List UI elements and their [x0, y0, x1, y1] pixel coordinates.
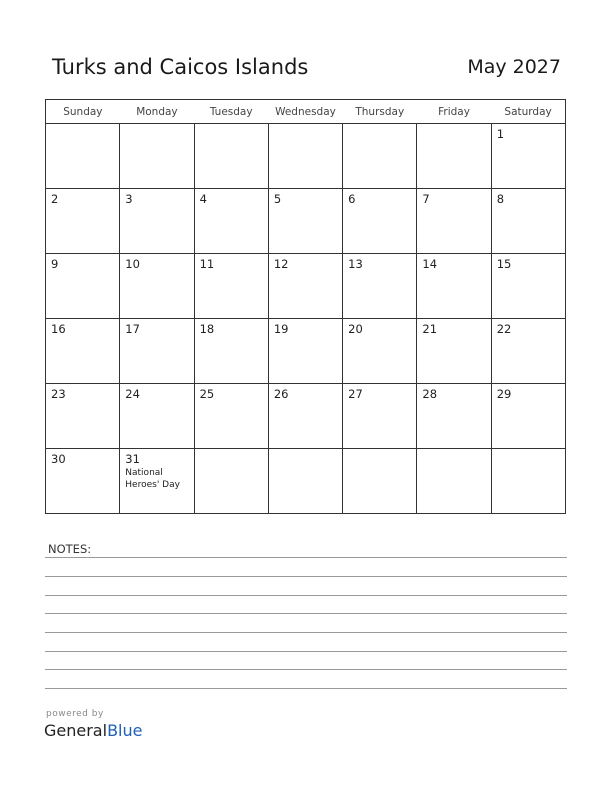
day-number: 10 — [125, 257, 140, 271]
day-number: 14 — [422, 257, 438, 271]
day-cell — [417, 189, 491, 254]
day-cell — [343, 449, 417, 514]
day-cell — [343, 319, 417, 384]
week-row — [46, 449, 566, 514]
day-cell — [194, 254, 268, 319]
day-cell — [46, 449, 120, 514]
note-line — [45, 688, 567, 689]
day-number: 9 — [51, 257, 59, 271]
day-cell — [491, 124, 565, 189]
weekday-header: Thursday — [343, 100, 417, 124]
day-number: 8 — [496, 192, 505, 206]
day-number: 26 — [273, 387, 289, 401]
holiday-label: National Heroes' Day — [125, 468, 180, 490]
day-cell — [120, 319, 194, 384]
day-cell — [417, 319, 491, 384]
weekday-header: Saturday — [491, 100, 565, 124]
day-cell — [120, 449, 194, 514]
day-number: 25 — [199, 387, 215, 401]
day-number: 19 — [273, 322, 289, 336]
week-row — [46, 124, 566, 189]
calendar-title: Turks and Caicos Islands — [52, 55, 309, 79]
notes-label: NOTES: — [48, 542, 92, 556]
day-cell — [417, 449, 491, 514]
weekday-header: Friday — [417, 100, 491, 124]
day-number: 30 — [51, 452, 66, 466]
day-number: 23 — [51, 387, 66, 401]
day-cell — [46, 384, 120, 449]
weekday-header: Tuesday — [194, 100, 268, 124]
day-cell — [343, 189, 417, 254]
day-number: 12 — [273, 257, 289, 271]
day-cell — [268, 189, 342, 254]
note-line — [45, 595, 567, 596]
day-cell — [194, 124, 268, 189]
day-cell — [120, 189, 194, 254]
week-row — [46, 189, 566, 254]
day-cell — [491, 319, 565, 384]
day-number: 11 — [199, 257, 215, 271]
day-cell — [417, 254, 491, 319]
day-cell — [491, 189, 565, 254]
brand-blue: Blue — [107, 721, 143, 740]
day-number: 4 — [199, 192, 207, 206]
day-cell — [268, 319, 342, 384]
day-number: 2 — [51, 192, 59, 206]
day-cell — [120, 254, 194, 319]
powered-by-text: powered by — [46, 709, 104, 719]
day-cell — [491, 254, 565, 319]
brand-general: General — [44, 721, 108, 740]
weekday-header-row — [46, 100, 566, 124]
week-row — [46, 384, 566, 449]
note-line — [45, 557, 567, 558]
day-cell — [417, 124, 491, 189]
day-cell — [46, 189, 120, 254]
day-cell — [343, 254, 417, 319]
day-number: 15 — [496, 257, 512, 271]
day-cell — [46, 124, 120, 189]
day-cell — [120, 384, 194, 449]
day-number: 5 — [273, 192, 282, 206]
day-cell — [268, 254, 342, 319]
day-number: 3 — [125, 192, 133, 206]
day-cell — [46, 254, 120, 319]
note-line — [45, 613, 567, 614]
day-cell — [491, 384, 565, 449]
day-number: 27 — [348, 387, 363, 401]
day-cell — [120, 124, 194, 189]
day-number: 7 — [422, 192, 430, 206]
day-number: 29 — [496, 387, 512, 401]
day-cell — [343, 384, 417, 449]
day-cell — [268, 384, 342, 449]
day-cell — [46, 319, 120, 384]
brand-logo — [44, 721, 142, 740]
month-year: May 2027 — [467, 56, 561, 78]
day-cell — [268, 449, 342, 514]
day-cell — [194, 384, 268, 449]
day-number: 31 — [125, 452, 140, 466]
day-number: 6 — [348, 192, 356, 206]
day-number: 28 — [422, 387, 438, 401]
day-number: 24 — [125, 387, 140, 401]
day-cell — [194, 449, 268, 514]
day-cell — [417, 384, 491, 449]
weekday-header: Sunday — [46, 100, 120, 124]
day-cell — [268, 124, 342, 189]
day-number: 17 — [125, 322, 140, 336]
weekday-header: Monday — [120, 100, 194, 124]
day-number: 1 — [496, 127, 505, 141]
weekday-header: Wednesday — [268, 100, 342, 124]
day-number: 21 — [422, 322, 438, 336]
day-cell — [194, 319, 268, 384]
note-line — [45, 669, 567, 670]
day-number: 18 — [199, 322, 215, 336]
calendar-grid — [45, 99, 566, 514]
note-line — [45, 651, 567, 652]
note-line — [45, 632, 567, 633]
day-cell — [194, 189, 268, 254]
day-cell — [491, 449, 565, 514]
day-cell — [343, 124, 417, 189]
day-number: 13 — [348, 257, 363, 271]
week-row — [46, 254, 566, 319]
week-row — [46, 319, 566, 384]
note-line — [45, 576, 567, 577]
day-number: 22 — [496, 322, 512, 336]
day-number: 20 — [348, 322, 363, 336]
day-number: 16 — [51, 322, 66, 336]
